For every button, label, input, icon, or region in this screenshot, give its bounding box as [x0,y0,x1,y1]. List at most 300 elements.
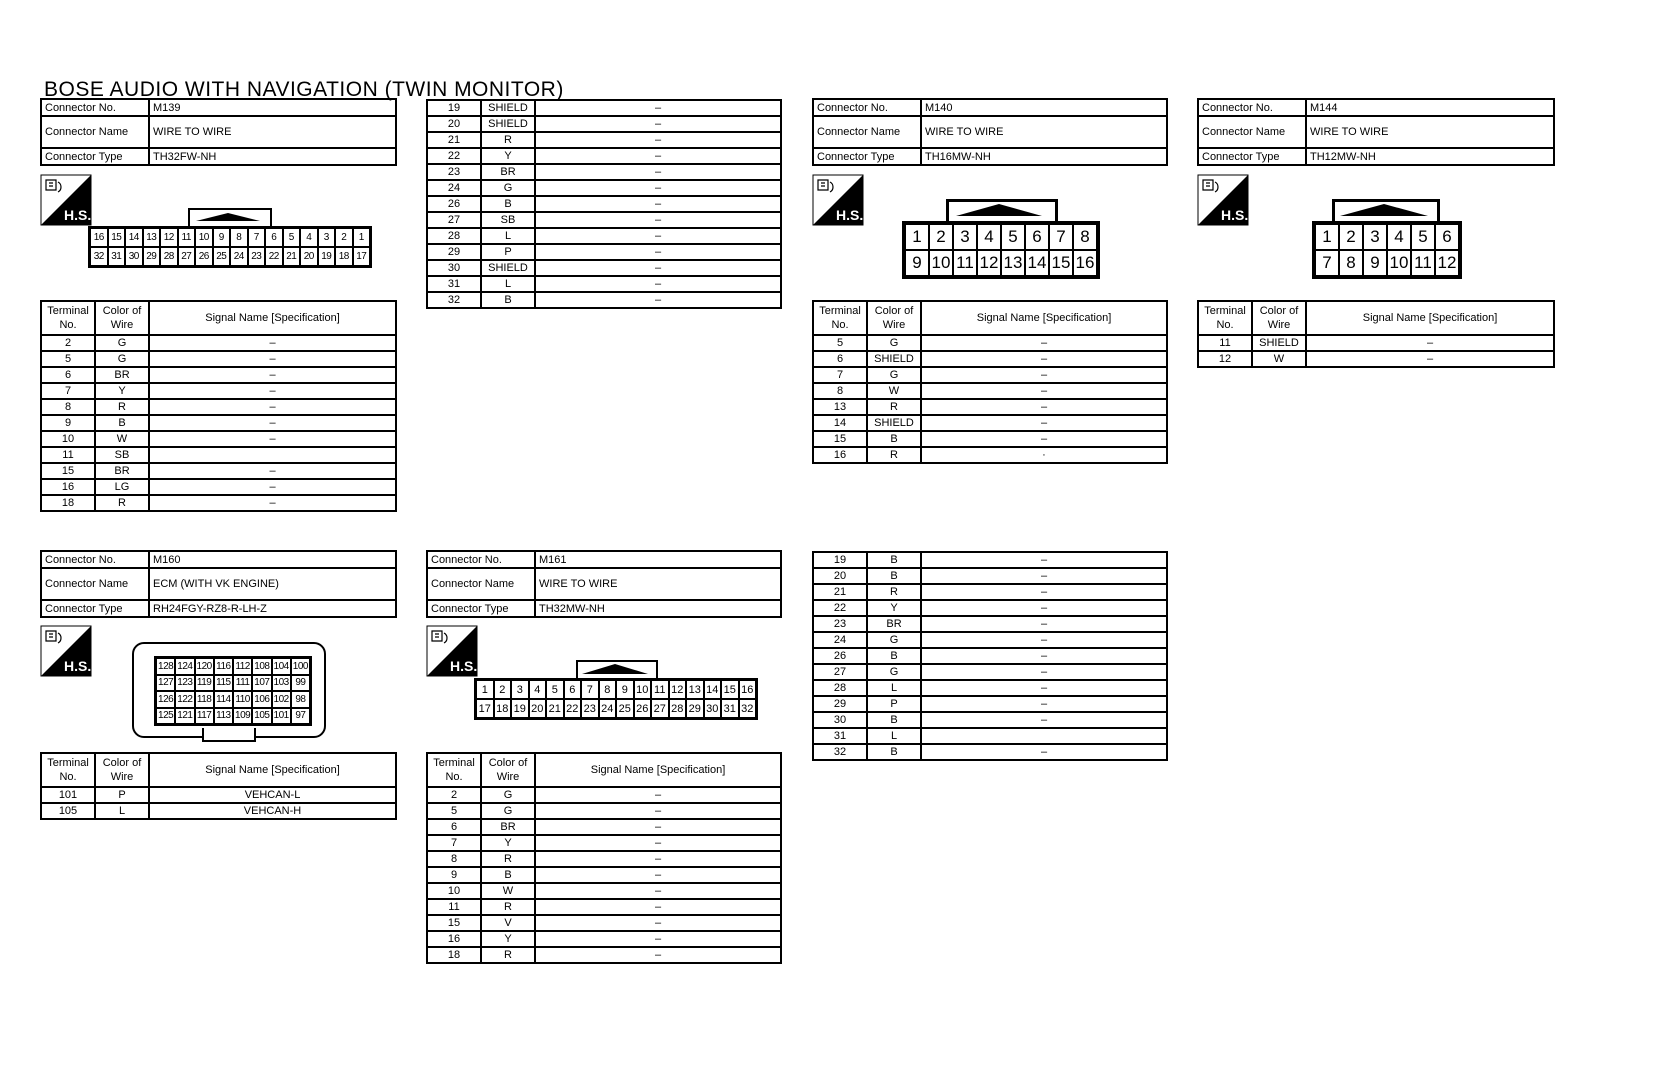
wire-color-cell: W [481,883,535,899]
wire-color-cell: SHIELD [867,351,921,367]
terminal-no-cell: 6 [427,819,481,835]
terminal-no-cell: 10 [427,883,481,899]
connector-pin: 5 [1411,224,1435,250]
wire-color-cell: L [481,276,535,292]
terminal-no-cell: 27 [427,212,481,228]
connector-pin: 102 [272,691,291,708]
wire-color-cell: R [481,899,535,915]
terminal-no-cell: 13 [813,399,867,415]
connector-pin: 1 [476,680,494,699]
connector-pin: 4 [300,228,318,247]
wire-color-cell: R [867,399,921,415]
wire-color-cell: G [867,335,921,351]
wire-color-cell: G [481,787,535,803]
signal-name-cell: – [535,180,781,196]
wire-color-cell: G [95,335,149,351]
connector-pin: 8 [1339,250,1363,276]
connector-pin: 30 [704,699,722,718]
table-row [813,351,1167,367]
table-row [427,787,781,803]
col-terminal-no: Terminal No. [813,301,867,335]
terminal-no-cell: 26 [813,648,867,664]
signal-name-cell: – [149,367,396,383]
connector-pin: 12 [160,228,178,247]
connector-pin: 27 [651,699,669,718]
signal-name-cell: – [921,552,1167,568]
signal-name-cell: – [535,132,781,148]
terminal-no-cell: 16 [41,479,95,495]
wire-color-cell: R [481,947,535,963]
signal-name-cell: – [921,664,1167,680]
connector-pin: 114 [214,691,233,708]
svg-text:H.S.: H.S. [64,658,92,674]
col-color-of-wire: Color of Wire [95,753,149,787]
label-connector-type: Connector Type [1198,148,1306,165]
terminal-no-cell: 21 [427,132,481,148]
connector-pin: 2 [929,224,953,250]
terminal-no-cell: 31 [813,728,867,744]
connector-pin: 6 [1025,224,1049,250]
table-row [427,835,781,851]
connector-pin: 25 [616,699,634,718]
connector-pin: 14 [1025,250,1049,276]
wire-color-cell: G [95,351,149,367]
signal-name-cell: – [149,383,396,399]
connector-pin: 10 [195,228,213,247]
connector-pin: 120 [195,658,214,675]
label-connector-no: Connector No. [41,551,149,568]
table-row [41,803,396,819]
signal-name-cell: – [921,383,1167,399]
connector-pin: 2 [335,228,353,247]
wire-color-cell: Y [481,148,535,164]
wire-color-cell: V [481,915,535,931]
connector-pin: 117 [195,708,214,725]
connector-pin: 18 [494,699,512,718]
terminal-no-cell: 5 [813,335,867,351]
wire-color-cell: SHIELD [481,100,535,116]
col-signal-name: Signal Name [Specification] [149,753,396,787]
connector-pin: 29 [143,247,161,266]
terminal-no-cell: 27 [813,664,867,680]
terminal-no-cell: 9 [41,415,95,431]
wire-color-cell: B [481,292,535,308]
table-row [813,568,1167,584]
terminal-table-m139-continued [426,99,782,309]
label-connector-no: Connector No. [427,551,535,568]
terminal-no-cell: 22 [813,600,867,616]
connector-pin: 2 [494,680,512,699]
label-connector-type: Connector Type [427,600,535,617]
signal-name-cell: – [149,351,396,367]
signal-name-cell: – [535,899,781,915]
connector-name-value: WIRE TO WIRE [149,116,396,148]
signal-name-cell: – [921,744,1167,760]
connector-info-m139 [40,98,397,166]
table-row [813,664,1167,680]
connector-pin: 26 [634,699,652,718]
label-connector-type: Connector Type [813,148,921,165]
signal-name-cell: – [921,399,1167,415]
col-color-of-wire: Color of Wire [95,301,149,335]
wire-color-cell: BR [95,367,149,383]
terminal-no-cell: 105 [41,803,95,819]
table-row [41,383,396,399]
signal-name-cell [149,447,396,463]
connector-pin: 9 [1363,250,1387,276]
terminal-no-cell: 9 [427,867,481,883]
terminal-no-cell: 8 [427,851,481,867]
connector-pin: 15 [1049,250,1073,276]
wire-color-cell: R [481,132,535,148]
terminal-no-cell: 11 [41,447,95,463]
connector-no-value: M140 [921,99,1167,116]
connector-pin: 28 [669,699,687,718]
table-row [427,915,781,931]
terminal-no-cell: 10 [41,431,95,447]
connector-pin: 11 [651,680,669,699]
terminal-no-cell: 28 [813,680,867,696]
wire-color-cell: W [95,431,149,447]
label-connector-type: Connector Type [41,148,149,165]
connector-pin: 4 [977,224,1001,250]
connector-pin: 18 [335,247,353,266]
connector-pin: 30 [125,247,143,266]
signal-name-cell: – [149,431,396,447]
connector-pin: 14 [704,680,722,699]
wire-color-cell: SHIELD [867,415,921,431]
table-row [813,712,1167,728]
connector-pin: 99 [291,675,310,692]
wire-color-cell: P [481,244,535,260]
terminal-no-cell: 19 [427,100,481,116]
table-row [813,680,1167,696]
col-color-of-wire: Color of Wire [867,301,921,335]
connector-pin: 100 [291,658,310,675]
connector-pin: 21 [283,247,301,266]
connector-no-value: M139 [149,99,396,116]
connector-pin: 9 [213,228,231,247]
terminal-no-cell: 23 [427,164,481,180]
table-row [427,244,781,260]
connector-pin: 13 [686,680,704,699]
terminal-no-cell: 6 [41,367,95,383]
col-color-of-wire: Color of Wire [1252,301,1306,335]
wire-color-cell: SB [95,447,149,463]
table-row [813,399,1167,415]
connector-pin: 8 [1073,224,1097,250]
terminal-no-cell: 24 [427,180,481,196]
connector-no-value: M144 [1306,99,1554,116]
signal-name-cell: – [149,495,396,511]
signal-name-cell: – [921,431,1167,447]
connector-pin: 22 [265,247,283,266]
label-connector-type: Connector Type [41,600,149,617]
page-title: BOSE AUDIO WITH NAVIGATION (TWIN MONITOR) [44,78,564,101]
table-row [41,399,396,415]
connector-pin: 24 [230,247,248,266]
table-row [427,947,781,963]
signal-name-cell: – [921,415,1167,431]
terminal-table-m144 [1197,300,1555,368]
signal-name-cell: – [535,148,781,164]
signal-name-cell [921,728,1167,744]
wire-color-cell: W [1252,351,1306,367]
connector-pin: 97 [291,708,310,725]
connector-name-value: WIRE TO WIRE [921,116,1167,148]
table-row [427,292,781,308]
connector-pin: 125 [156,708,175,725]
connector-pin: 3 [953,224,977,250]
svg-text:H.S.: H.S. [64,207,92,223]
terminal-no-cell: 18 [427,947,481,963]
table-row [813,744,1167,760]
table-row [427,851,781,867]
hs-harness-side-icon [1197,174,1249,226]
connector-pin: 126 [156,691,175,708]
table-row [41,367,396,383]
hs-harness-side-icon [40,174,92,226]
wire-color-cell: Y [867,600,921,616]
connector-no-value: M160 [149,551,396,568]
wire-color-cell: SB [481,212,535,228]
terminal-no-cell: 15 [427,915,481,931]
table-row [813,728,1167,744]
wire-color-cell: B [867,552,921,568]
col-signal-name: Signal Name [Specification] [1306,301,1554,335]
wire-color-cell: SHIELD [481,116,535,132]
terminal-no-cell: 29 [427,244,481,260]
terminal-no-cell: 30 [813,712,867,728]
connector-type-value: TH32FW-NH [149,148,396,165]
connector-pin: 3 [318,228,336,247]
connector-pin: 16 [90,228,108,247]
signal-name-cell: – [1306,335,1554,351]
connector-pin: 103 [272,675,291,692]
terminal-no-cell: 7 [813,367,867,383]
table-row [427,899,781,915]
wire-color-cell: G [481,180,535,196]
signal-name-cell: – [149,335,396,351]
connector-name-value: WIRE TO WIRE [1306,116,1554,148]
connector-pin: 20 [300,247,318,266]
connector-pin: 26 [195,247,213,266]
signal-name-cell: – [535,212,781,228]
col-color-of-wire: Color of Wire [481,753,535,787]
terminal-no-cell: 6 [813,351,867,367]
signal-name-cell: VEHCAN-L [149,787,396,803]
table-row [813,383,1167,399]
wire-color-cell: R [481,851,535,867]
connector-pin: 107 [252,675,271,692]
wire-color-cell: B [867,712,921,728]
wire-color-cell: BR [481,164,535,180]
table-row [427,148,781,164]
signal-name-cell: – [535,292,781,308]
wire-color-cell: LG [95,479,149,495]
col-signal-name: Signal Name [Specification] [149,301,396,335]
table-row [427,276,781,292]
label-connector-name: Connector Name [427,568,535,600]
connector-pin: 113 [214,708,233,725]
connector-pin: 121 [175,708,194,725]
col-terminal-no: Terminal No. [1198,301,1252,335]
signal-name-cell: – [921,696,1167,712]
wire-color-cell: R [95,495,149,511]
table-row [1198,335,1554,351]
connector-pin: 124 [175,658,194,675]
connector-pin: 2 [1339,224,1363,250]
terminal-no-cell: 32 [813,744,867,760]
wire-color-cell: SHIELD [1252,335,1306,351]
table-row [427,931,781,947]
signal-name-cell: VEHCAN-H [149,803,396,819]
label-connector-name: Connector Name [41,568,149,600]
table-row [427,116,781,132]
connector-pin: 19 [318,247,336,266]
label-connector-no: Connector No. [41,99,149,116]
signal-name-cell: – [921,632,1167,648]
hs-harness-side-icon [426,625,478,677]
signal-name-cell: – [535,883,781,899]
wire-color-cell: SHIELD [481,260,535,276]
terminal-no-cell: 14 [813,415,867,431]
terminal-no-cell: 16 [813,447,867,463]
connector-pin: 115 [214,675,233,692]
terminal-table-m161-continued [812,551,1168,761]
table-row [427,180,781,196]
table-row [813,600,1167,616]
connector-pin: 20 [529,699,547,718]
col-terminal-no: Terminal No. [427,753,481,787]
connector-pin: 10 [1387,250,1411,276]
signal-name-cell: – [535,819,781,835]
hs-harness-side-icon [40,625,92,677]
terminal-no-cell: 16 [427,931,481,947]
connector-pin: 32 [90,247,108,266]
connector-info-m144 [1197,98,1555,166]
terminal-no-cell: 2 [427,787,481,803]
wire-color-cell: B [481,867,535,883]
label-connector-no: Connector No. [1198,99,1306,116]
connector-pin: 15 [108,228,126,247]
wire-color-cell: R [867,447,921,463]
connector-pin: 31 [721,699,739,718]
connector-pin: 10 [634,680,652,699]
signal-name-cell: – [535,835,781,851]
wire-color-cell: B [867,568,921,584]
wire-color-cell: L [481,228,535,244]
table-row [427,132,781,148]
wire-color-cell: W [867,383,921,399]
connector-type-value: TH32MW-NH [535,600,781,617]
connector-pin: 127 [156,675,175,692]
signal-name-cell: – [535,276,781,292]
connector-pin: 19 [511,699,529,718]
terminal-no-cell: 15 [41,463,95,479]
signal-name-cell: – [535,851,781,867]
connector-pin: 17 [476,699,494,718]
terminal-no-cell: 26 [427,196,481,212]
signal-name-cell: – [921,568,1167,584]
connector-pin: 25 [213,247,231,266]
table-row [427,100,781,116]
table-row [813,616,1167,632]
table-row [427,212,781,228]
connector-pin: 6 [1435,224,1459,250]
table-row [813,552,1167,568]
signal-name-cell: – [149,415,396,431]
terminal-no-cell: 21 [813,584,867,600]
signal-name-cell: – [535,915,781,931]
connector-pin: 31 [108,247,126,266]
signal-name-cell: – [921,648,1167,664]
table-row [41,479,396,495]
connector-pin: 32 [739,699,757,718]
terminal-no-cell: 28 [427,228,481,244]
connector-pin: 104 [272,658,291,675]
label-connector-name: Connector Name [41,116,149,148]
connector-info-m160 [40,550,397,618]
connector-pin: 1 [905,224,929,250]
connector-pin: 10 [929,250,953,276]
terminal-no-cell: 8 [41,399,95,415]
terminal-no-cell: 5 [41,351,95,367]
connector-info-m140 [812,98,1168,166]
connector-name-value: ECM (WITH VK ENGINE) [149,568,396,600]
wire-color-cell: Y [95,383,149,399]
connector-pin: 7 [1049,224,1073,250]
signal-name-cell: – [535,867,781,883]
terminal-no-cell: 29 [813,696,867,712]
wire-color-cell: P [95,787,149,803]
signal-name-cell: – [921,600,1167,616]
table-row [427,819,781,835]
wire-color-cell: G [481,803,535,819]
table-row [41,463,396,479]
svg-text:H.S.: H.S. [1221,207,1249,223]
connector-pin: 9 [616,680,634,699]
signal-name-cell: – [535,260,781,276]
table-row [41,787,396,803]
connector-pin: 16 [739,680,757,699]
terminal-no-cell: 11 [1198,335,1252,351]
connector-pin: 116 [214,658,233,675]
connector-pin: 3 [511,680,529,699]
connector-pin: 29 [686,699,704,718]
wire-color-cell: BR [867,616,921,632]
connector-pin: 11 [1411,250,1435,276]
connector-pin: 13 [143,228,161,247]
signal-name-cell: – [535,100,781,116]
table-row [813,648,1167,664]
table-row [813,584,1167,600]
signal-name-cell: – [921,335,1167,351]
svg-text:H.S.: H.S. [836,207,864,223]
terminal-no-cell: 5 [427,803,481,819]
table-row [427,803,781,819]
connector-pin: 118 [195,691,214,708]
connector-pin: 17 [353,247,371,266]
wire-color-cell: G [867,632,921,648]
signal-name-cell: – [1306,351,1554,367]
connector-pin: 23 [248,247,266,266]
connector-pin: 28 [160,247,178,266]
signal-name-cell: – [535,803,781,819]
table-row [41,415,396,431]
terminal-no-cell: 2 [41,335,95,351]
wire-color-cell: B [867,431,921,447]
